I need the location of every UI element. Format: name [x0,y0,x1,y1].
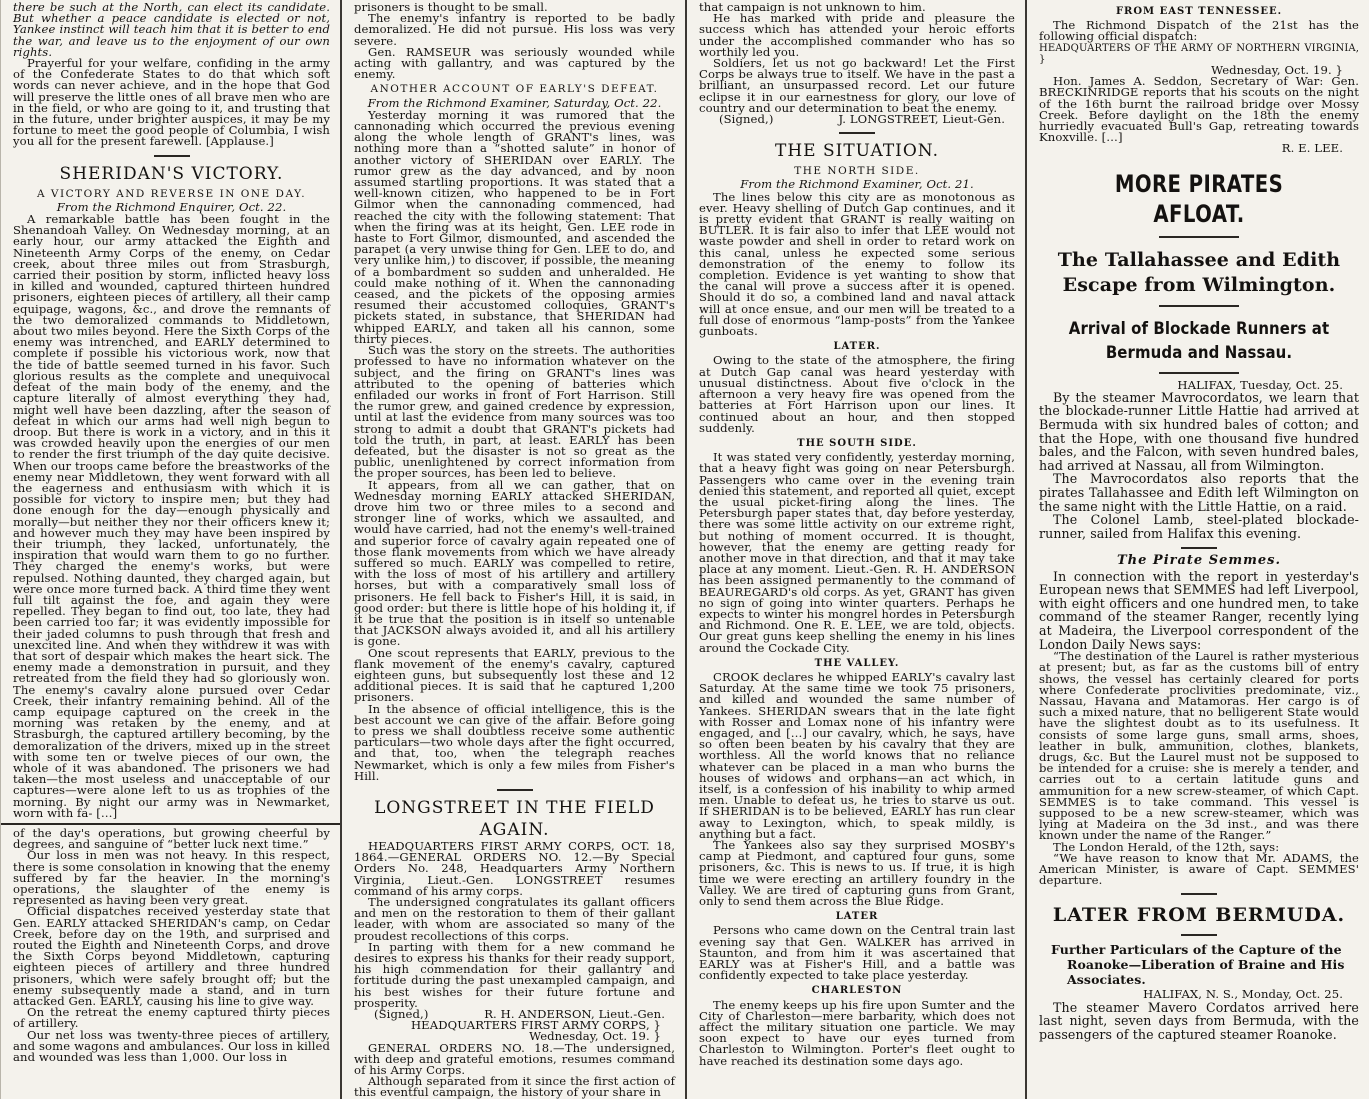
dateline: HEADQUARTERS FIRST ARMY CORPS, } [410,1018,661,1033]
article-paragraph: The Richmond Dispatch of the 21st has the following official dispatch: [1039,18,1359,44]
signed-label: (Signed,) [374,1007,429,1022]
article-paragraph: Soldiers, let us not go backward! Let the First Corps be always true to itself. We have in the past a brilliant, an unsurpassed record. Let our future eclipse it in our earnestness for glory, our love of country and our determination to beat the enemy. [699,56,1015,115]
article-paragraph: It was stated very confidently, yesterday morning, that a heavy fight was going on near Petersburgh. Passengers who came over in the evening train denied this statement, and reported all quiet, except the usual picket-firing along the lines. The Petersburgh paper states that, day before yesterday, there was some little activity on our extreme right, but nothing of moment occurred. It is thought, however, that the enemy are getting ready for another move in that direction, and that it may take place at any moment. Lieut.-Gen. R. H. ANDERSON has been assigned permanently to the command of BEAUREGARD's old corps. As yet, GRANT has given no sign of going into winter quarters. Perhaps he expects to winter his mongrel hordes in Petersburgh and Richmond. One R. E. LEE, we are told, objects. Our great guns keep shelling the enemy in his lines around the Cockade City. [699,450,1015,655]
article-paragraph: prisoners is thought to be small. [354,0,548,14]
column-4 [1025,0,1369,1099]
article-paragraph: Owing to the state of the atmosphere, the firing at Dutch Gap canal was heard yesterday with unusual distinctness. About five o'clock in the afternoon a very heavy fire was opened from the batteries at Fort Harrison upon our lines. It continued about an hour, and then stopped suddenly. [699,353,1015,435]
signatory-name: J. LONGSTREET, Lieut-Gen. [838,112,1005,127]
source-attribution: From the Richmond Examiner, Saturday, Oct. 22. [367,95,662,110]
article-paragraph: In connection with the report in yesterday's European news that SEMMES had left Liverpool, with eight officers and one hundred men, to take command of the steamer Ranger, recently lying at Madeira, the Liverpool correspondent of the London Daily News says: [1039,568,1359,652]
article-subheadline: THE NORTH SIDE. [794,165,920,178]
article-paragraph: Our loss in men was not heavy. In this respect, there is some consolation in knowing that the enemy suffered by far the heavier. In the morning's operations, the slaughter of the enemy is represented as having been very great. [13,848,330,908]
source-attribution: From the Richmond Enquirer, Oct. 22. [56,199,287,214]
source-attribution: From the Richmond Examiner, Oct. 21. [740,177,974,192]
article-paragraph: The Yankees also say they surprised MOSBY's camp at Piedmont, and captured four guns, some prisoners, &c. This is news to us. If true, it is high time we were erecting an artillery foundry in the Valley. We are tired of capturing guns from Grant, only to send them across the Blue Ridge. [699,838,1015,909]
signatory-name: R. H. ANDERSON, Lieut.-Gen. [484,1007,665,1022]
article-paragraph: Hon. James A. Seddon, Secretary of War: Gen. BRECKINRIDGE reports that his scouts on the night of the 16th burnt the railroad bridge over Mossy Creek. Before daylight on the 18th the enemy hurriedly evacuated Bull's Gap, retreating towards Knoxville. […] [1039,74,1359,145]
section-heading: THE SOUTH SIDE. [797,437,917,449]
column-1 [0,0,340,1099]
banner-headline: MORE PIRATES AFLOAT. [1114,169,1284,228]
article-paragraph: In parting with them for a new command he desires to express his thanks for their ready support, his high commendation for their gallantry and fortitude during the past unexampled campaign, and his best wishes for their future fortune and prosperity. [354,939,675,1010]
article-paragraph: that campaign is not unknown to him. [699,0,926,14]
divider-rule [1159,372,1239,374]
article-paragraph: On the retreat the enemy captured thirty pieces of artillery. [13,1005,330,1031]
deck-headline: Arrival of Blockade Runners at Bermuda and Nassau. [1068,318,1330,363]
article-paragraph: Although separated from it since the first action of this eventful campaign, the history of your share in [354,1074,675,1099]
article-paragraph: there be such at the North, can elect its candidate. But whether a peace candidate is elected or not, Yankee instinct will teach him that it is better to end the war, and leave us to the enjoyment of our own rights. [13,0,330,59]
signed-label: (Signed,) [719,112,774,127]
article-headline: THE SITUATION. [774,141,939,162]
signature-line [699,114,1015,125]
article-paragraph: The enemy keeps up his fire upon Sumter and the City of Charleston—mere barbarity, which does not affect the military situation one particle. We may soon expect to have our eyes turned from Charleston to Wilmington. Porter's fleet ought to have reached its destination some days ago. [699,997,1015,1068]
section-heading: THE VALLEY. [814,657,900,669]
divider-rule [154,155,190,157]
section-heading: CHARLESTON [811,985,903,997]
article-paragraph: Prayerful for your welfare, confiding in the army of the Confederate States to do that which soft words can never achieve, and in the hope that God will preserve the little ones of all brave men who are in the field, or who are going to it, and trusting that in the future, under brighter auspices, it may be my fortune to meet the good people of Columbia, I wish you all for the present farewell. [Applause.] [13,56,330,149]
deck-headline: The Tallahassee and Edith Escape from Wilmington. [1057,248,1341,296]
divider-rule [1181,893,1217,895]
divider-rule [497,789,533,791]
article-headline: LONGSTREET IN THE FIELD AGAIN. [374,798,655,841]
article-paragraph: Gen. RAMSEUR was seriously wounded while acting with gallantry, and was captured by the enemy. [354,44,675,82]
article-paragraph: The Colonel Lamb, steel-plated blockade-runner, sailed from Halifax this evening. [1039,512,1359,541]
dateline: HALIFAX, N. S., Monday, Oct. 25. [1143,987,1343,1002]
article-paragraph: “We have reason to know that Mr. ADAMS, the American Minister, is aware of Capt. SEMMES' departure. [1039,850,1359,888]
article-paragraph: The London Herald, of the 12th, says: [1053,839,1280,854]
divider-rule [839,132,875,134]
article-paragraph: The Mavrocordatos also reports that the pirates Tallahassee and Edith left Wilmington on the same night with the Little Hattie, on a raid. [1039,471,1359,514]
dateline: HALIFAX, Tuesday, Oct. 25. [1177,377,1343,392]
article-paragraph: The enemy's infantry is reported to be badly demoralized. He did not pursue. His loss was very severe. [354,11,675,48]
article-paragraph: Such was the story on the streets. The authorities professed to have no information whatever on the subject, and the firing on GRANT's lines was attributed to the opening of batteries which enfiladed our works in front of Fort Harrison. Still the rumor grew, and gained credence by expression, until at last the evidence from many sources was too strong to admit a doubt that GRANT's pickets had told the truth, in part, at least. EARLY has been defeated, but the disaster is not so great as the public, unenlightened by correct information from the proper sources, has been led to believe. [354,343,675,481]
article-subheadline: The Pirate Semmes. [1117,553,1281,569]
divider-rule [1159,305,1239,307]
section-heading: FROM EAST TENNESSEE. [1115,6,1283,17]
article-paragraph: of the day's operations, but growing cheerful by degrees, and sanguine of “better luck next time.” [13,826,330,852]
divider-rule [1181,934,1217,936]
article-paragraph: In the absence of official intelligence, this is the best account we can give of the affair. Before going to press we shall doubtless receive some authentic particulars—two whole days after the fight occurred, and that, too, when the telegraph reaches Newmarket, which is only a few miles from Fisher's Hill. [354,701,675,783]
column-section-break [1,823,340,825]
article-paragraph: It appears, from all we can gather, that on Wednesday morning EARLY attacked SHERIDAN, drove him two or three miles to a second and stronger line of works, which we assaulted, and would have carried, had not the enemy's well-trained and superior force of cavalry again repeated one of those flank movements from which we have already suffered so much. EARLY was compelled to retire, with the loss of most of his artillery and artillery horses, but with a comparatively small loss of prisoners. He fell back to Fisher's Hill, it is said, in good order: but there is little hope of his holding it, if it be true that the position is in itself so untenable that JACKSON always avoided it, and all his artillery is gone. [354,477,675,649]
article-subheadline: ANOTHER ACCOUNT OF EARLY'S DEFEAT. [370,83,659,96]
article-headline: SHERIDAN'S VICTORY. [59,163,284,184]
dateline-block [354,1020,675,1042]
article-paragraph: The lines below this city are as monotonous as ever. Heavy shelling of Dutch Gap continues, and it is pretty evident that GRANT is really waiting on BUTLER. It is fair also to infer that LEE would not waste powder and shell in order to retard work on this canal, unless he expected some serious demonstration of the enemy to follow its completion. Evidence is yet wanting to show that the canal will prove a success after it is opened. Should it do so, a combined land and naval attack will at once ensue, and our men will be treated to a full dose of enormous “lamp-posts” from the Yankee gunboats. [699,189,1015,339]
column-3 [685,0,1025,1099]
article-paragraph: Yesterday morning it was rumored that the cannonading which occurred the previous evening along the whole length of GRANT's lines, was nothing more than a “shotted salute” in honor of another victory of SHERIDAN over EARLY. The rumor grew as the day advanced, and by noon assumed startling proportions. It was stated that a well-known citizen, who happened to be in Fort Gilmor when the cannonading commenced, had reached the city with the following statement: That when the firing was at its height, Gen. LEE rode in haste to Fort Gilmor, dismounted, and ascended the parapet (a very unwise thing for Gen. LEE to do, and very unlike him,) to discover, if possible, the meaning of a bombardment so sudden and unheralded. He could make nothing of it. When the cannonading ceased, and the pickets of the opposing armies resumed their accustomed colloquies, GRANT's pickets stated, in substance, that SHERIDAN had whipped EARLY, and taken all his cannon, some thirty pieces. [354,107,675,346]
article-paragraph: By the steamer Mavrocordatos, we learn that the blockade-runner Little Hattie had arrived at Bermuda with six hundred bales of cotton; and that the Hope, with one thousand five hundred bales, and the Falcon, with seven hundred bales, had arrived at Nassau, all from Wilmington. [1039,389,1359,473]
dateline: Wednesday, Oct. 19. } [529,1029,661,1044]
article-paragraph: A remarkable battle has been fought in the Shenandoah Valley. On Wednesday morning, at an early hour, our army attacked the Eighth and Nineteenth Army Corps of the enemy, on Cedar creek, about three miles out from Strasburgh, carried their position by storm, inflicted heavy loss in killed and wounded, captured thirteen hundred prisoners, eighteen pieces of artillery, all their camp equipage, wagons, &c., and drove the remnants of the two demoralized commands to Middletown, about two miles beyond. Here the Sixth Corps of the enemy was intrenched, and EARLY determined to complete if possible his victorious work, now that the tide of battle seemed turned in his favor. Such glorious results as the complete and unequivocal defeat of the main body of the enemy, and the capture literally of almost everything they had, might well have been dazzling, after the season of defeat in which our arms had well nigh begun to droop. But there is work in a victory, and in this it was crowded heavily upon the energies of our men to render the first triumph of the day quite decisive. When our troops came before the breastworks of the enemy near Middletown, they went forward with all the eagerness and enthusiasm with which it is possible for victory to inspire men; but they had done enough for the day—enough physically and morally—but neither they nor their officers knew it; and however much they may have been inspired by their triumph, they lacked, unfortunately, the inspiration that would warn them to go no further. They charged the enemy's works, but were repulsed. Nothing daunted, they charged again, but were once more turned back. A third time they went full tilt against the foe, and again they were repelled. They began to find out, too late, they had been carried too far; it was evidently impossible for their jaded columns to push through that fresh and unexcited line. And when they withdrew it was with that sort of despair which makes the heart sick. The enemy made a demonstration in pursuit, and they retreated from the field they had so gloriously won. The enemy's cavalry alone pursued over Cedar Creek, their infantry remaining behind. All of the camp equipage captured on the creek in the morning was retaken by the enemy, and at Strasburgh, the captured artillery becoming, by the demoralization of the drivers, mixed up in the street with some ten or twelve pieces of our own, the whole of it was abandoned. The prisoners we had taken—the most useless and unacceptable of our captures—were alone left to us as trophies of the morning. By night our army was in Newmarket, worn with fa- […] [13,212,330,820]
article-paragraph: GENERAL ORDERS NO. 18.—The undersigned, with deep and grateful emotions, resumes command of his Army Corps. [354,1040,675,1078]
article-paragraph: The undersigned congratulates its gallant officers and men on the restoration to them of their gallant leader, with whom are associated so many of the proudest recollections of this corps. [354,895,675,943]
article-paragraph: CROOK declares he whipped EARLY's cavalry last Saturday. At the same time we took 75 prisoners, and killed and wounded the same number of Yankees. SHERIDAN swears that in the late fight with Rosser and Lomax none of his infantry were engaged, and […] our cavalry, which, he says, have so often been beaten by his cavalry that they are worthless. All the world knows that no reliance whatever can be placed in a man who burns the houses of widows and orphans—an act which, in itself, is a confession of his inability to whip armed men. Unable to defeat us, he tries to starve us out. If SHERIDAN is to be believed, EARLY has run clear away to Lexington, which, to speak mildly, is anything but a fact. [699,669,1015,841]
section-heading: LATER. [833,341,881,353]
dateline: R. E. LEE. [1281,141,1343,156]
dispatch-header: HEADQUARTERS OF THE ARMY OF NORTHERN VIRGINIA, } [1039,42,1359,65]
article-paragraph: HEADQUARTERS FIRST ARMY CORPS, OCT. 18, 1864.—GENERAL ORDERS NO. 12.—By Special Orders No. 248, Headquarters Army Northern Virginia, Lieut.-Gen. LONGSTREET resumes command of his army corps. [354,839,675,898]
article-paragraph: One scout represents that EARLY, previous to the flank movement of the enemy's cavalry, captured eighteen guns, but subsequently lost these and 12 additional pieces. It is said that he captured 1,200 prisoners. [354,645,675,705]
article-paragraph: Our net loss was twenty-three pieces of artillery, and some wagons and ambulances. Our loss in killed and wounded was less than 1,000. Our loss in [13,1027,330,1065]
article-subheadline: A VICTORY AND REVERSE IN ONE DAY. [36,187,307,200]
section-heading: LATER [835,911,879,923]
article-paragraph: The steamer Mavero Cordatos arrived here last night, seven days from Bermuda, with the passengers of the captured steamer Roanoke. [1039,999,1359,1042]
dateline: Wednesday, Oct. 19. } [1211,63,1343,78]
article-paragraph: Official dispatches received yesterday state that Gen. EARLY attacked SHERIDAN's camp, on Cedar Creek, before day on the 19th, and surprised and routed the Eighth and Nineteenth Corps, and drove the Sixth Corps beyond Middletown, capturing eighteen pieces of artillery and three hundred prisoners, which were safely brought off; but the enemy subsequently made a stand, and in turn attacked Gen. EARLY, causing his line to give way. [13,904,330,1009]
article-paragraph: He has marked with pride and pleasure the success which has attended your heroic efforts under the accomplished commander who has so worthily led you. [699,11,1015,59]
banner-headline: LATER FROM BERMUDA. [1052,904,1346,927]
article-paragraph: Persons who came down on the Central train last evening say that Gen. WALKER has arrived in Staunton, and from him it was ascertained that EARLY was at Fisher's Hill, and a battle was confidently expected to take place yesterday. [699,923,1015,983]
divider-rule [1181,547,1217,549]
column-2 [340,0,685,1099]
article-subheadline: Further Particulars of the Capture of the Roanoke—Liberation of Braine and His Associates. [1051,942,1345,988]
divider-rule [1159,236,1239,238]
article-paragraph: “The destination of the Laurel is rather mysterious at present; but, as far as the customs bill of entry shows, the vessel has certainly cleared for ports where Confederate proclivities predominate, viz., Nassau, Havana and Matamoras. Her cargo is of such a mixed nature, that no belligerent State would have the slightest doubt as to its usefulness. It consists of some large guns, small arms, shoes, leather in bulk, ammunition, clothes, blankets, drugs, &c. But the Laurel must not be supposed to be intended for a cruise: she is merely a tender, and carries out to a certain latitude guns and ammunition for a new screw-steamer, of which Capt. SEMMES is to take command. This vessel is supposed to be a new screw-steamer, which was lying at Madeira on the 3d inst., and was there known under the name of the Ranger.” [1039,649,1359,843]
